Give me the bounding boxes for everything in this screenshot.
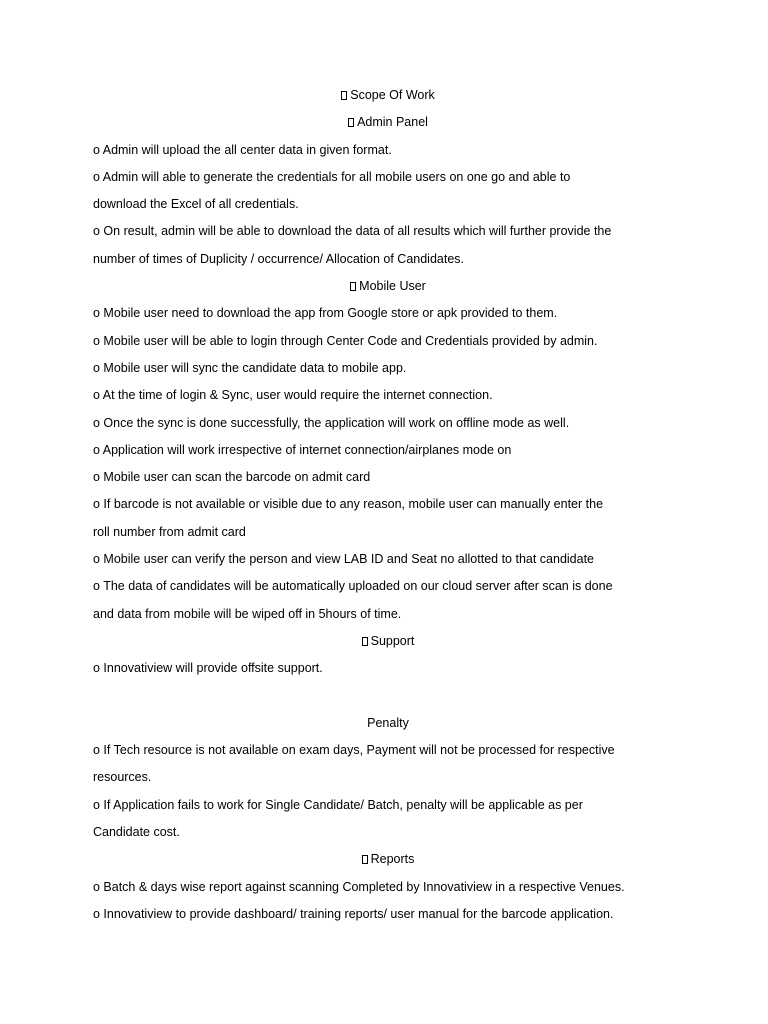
missing-glyph-icon	[348, 118, 354, 127]
blank-line	[93, 683, 683, 710]
penalty-heading: Penalty	[367, 715, 409, 730]
penalty-line: Candidate cost.	[93, 825, 180, 840]
admin-panel-line: o On result, admin will be able to download the data of all results which will further provide the	[93, 224, 612, 239]
support-heading	[93, 628, 683, 655]
admin-panel-line: number of times of Duplicity / occurrence/ Allocation of Candidates.	[93, 251, 465, 266]
reports-heading-text: Reports	[370, 852, 415, 867]
mobile-user-line: o Mobile user will be able to login through Center Code and Credentials provided by admin.	[93, 333, 598, 348]
mobile-user-line: roll number from admit card	[93, 524, 246, 539]
mobile-user-heading-text: Mobile User	[359, 279, 426, 294]
missing-glyph-icon	[341, 91, 347, 100]
mobile-user-line: o If barcode is not available or visible due to any reason, mobile user can manually enter the	[93, 497, 604, 512]
admin-panel-line: o Admin will able to generate the credentials for all mobile users on one go and able to	[93, 169, 571, 184]
admin-panel-line: o Admin will upload the all center data in given format.	[93, 142, 392, 157]
mobile-user-line: o The data of candidates will be automatically uploaded on our cloud server after scan is done	[93, 579, 613, 594]
reports-heading	[93, 846, 683, 873]
support-heading-text: Support	[370, 633, 415, 648]
penalty-line: o If Tech resource is not available on exam days, Payment will not be processed for respective	[93, 743, 615, 758]
mobile-user-heading	[93, 273, 683, 300]
scope-heading-text: Scope Of Work	[350, 88, 435, 102]
missing-glyph-icon	[350, 282, 356, 291]
admin-panel-heading-text: Admin Panel	[357, 115, 428, 130]
penalty-line: resources.	[93, 770, 152, 785]
mobile-user-line: o Mobile user can scan the barcode on admit card	[93, 470, 371, 485]
mobile-user-line: o Once the sync is done successfully, the application will work on offline mode as well.	[93, 415, 570, 430]
reports-line: o Batch & days wise report against scanning Completed by Innovatiview in a respective Venues.	[93, 879, 625, 894]
support-line: o Innovatiview will provide offsite support.	[93, 661, 323, 676]
admin-panel-line: download the Excel of all credentials.	[93, 197, 299, 212]
admin-panel-heading	[93, 109, 683, 136]
document-body	[93, 82, 683, 928]
mobile-user-line: and data from mobile will be wiped off in 5hours of time.	[93, 606, 402, 621]
scope-heading	[93, 82, 683, 109]
penalty-line: o If Application fails to work for Single Candidate/ Batch, penalty will be applicable as per	[93, 797, 583, 812]
mobile-user-line: o Mobile user can verify the person and view LAB ID and Seat no allotted to that candidate	[93, 552, 595, 567]
mobile-user-line: o Mobile user will sync the candidate data to mobile app.	[93, 360, 407, 375]
reports-line: o Innovatiview to provide dashboard/ training reports/ user manual for the barcode application.	[93, 906, 614, 921]
mobile-user-line: o Mobile user need to download the app from Google store or apk provided to them.	[93, 306, 558, 321]
missing-glyph-icon	[362, 637, 368, 646]
missing-glyph-icon	[362, 855, 368, 864]
mobile-user-line: o Application will work irrespective of internet connection/airplanes mode on	[93, 442, 512, 457]
mobile-user-line: o At the time of login & Sync, user would require the internet connection.	[93, 388, 493, 403]
